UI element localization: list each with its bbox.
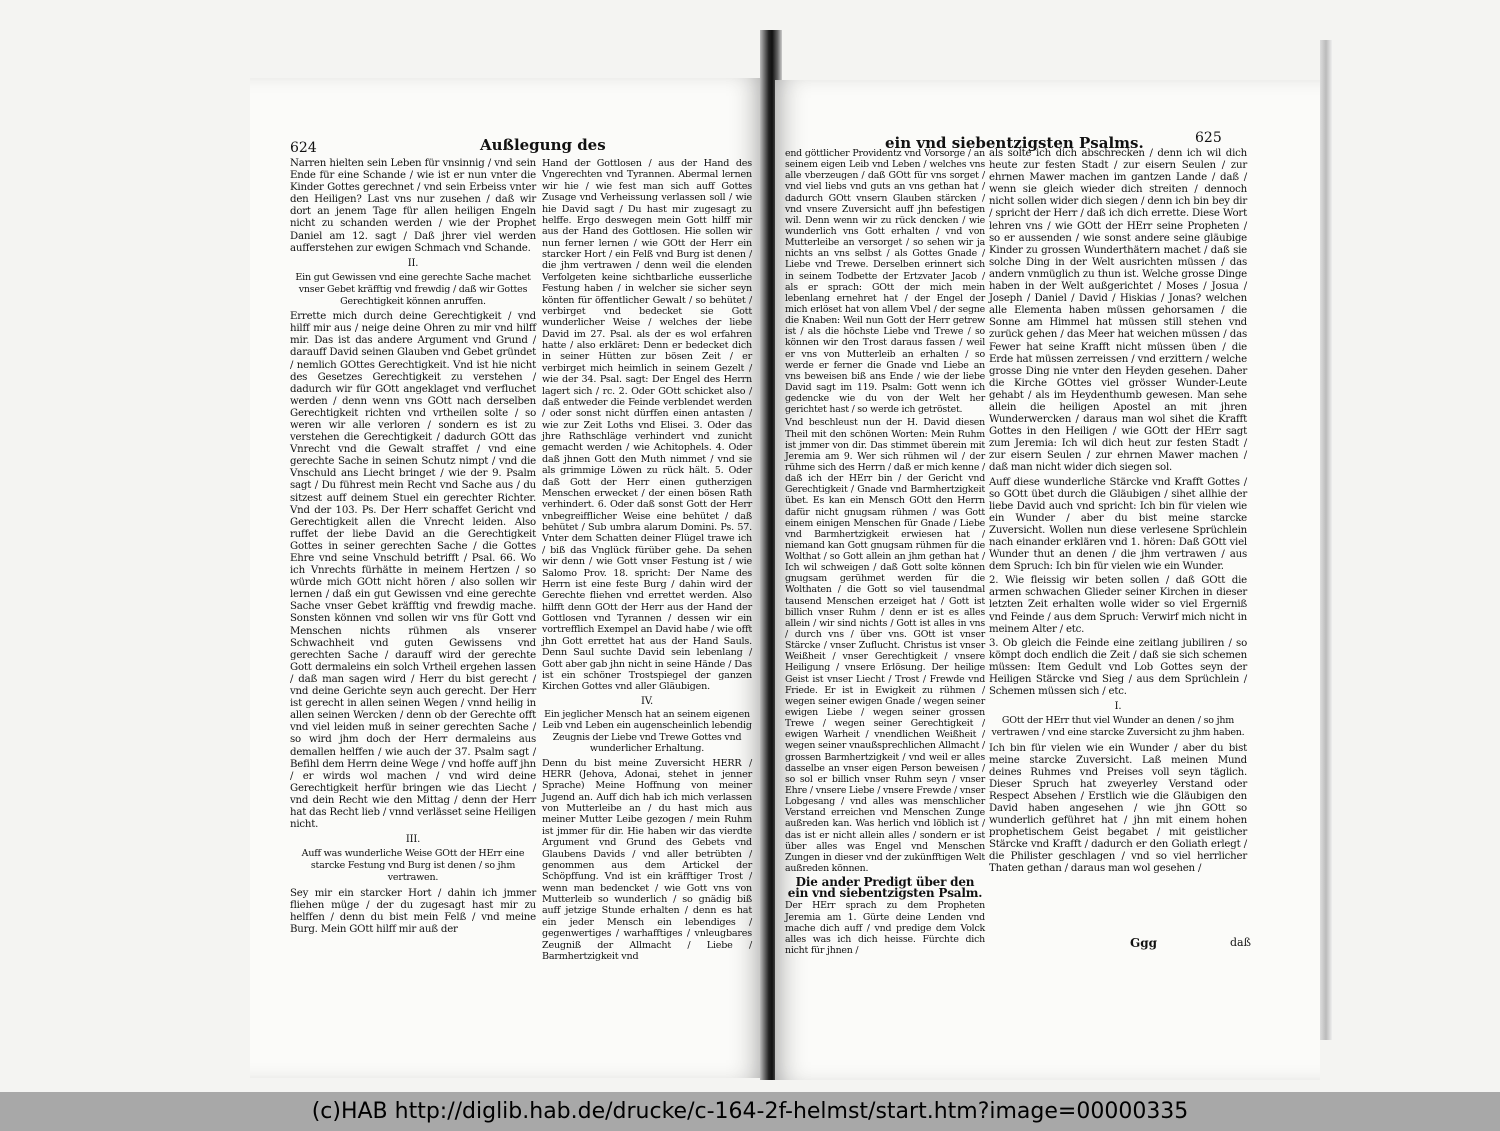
left-column-1 (290, 158, 536, 938)
section-summary: Ein gut Gewissen vnd eine gerechte Sache machet vnser Gebet kräfftig vnd frewdig / daß wir Gottes Gerechtigkeit können anruffen. (295, 271, 531, 308)
section-summary: Ein jeglicher Mensch hat an seinem eigenen Leib vnd Leben ein augenscheinlich lebendig Zeugnis der Liebe vnd Trewe Gottes vnd wunderlicher Erhaltung. (542, 709, 752, 755)
paragraph: Ich bin für vielen wie ein Wunder / aber du bist meine starcke Zuversicht. Laß meinen Mund deines Ruhmes vnd Preises voll seyn täglich. Dieser Spruch hat zweyerley Verstand oder Respect Absehen / Erstlich wie die Gläubigen den David haben angesehen / wie jhn GOtt so wunderlich geführet hat / jhn mit einem hohen prophetischem Geist begabet / mit geistlicher Stärcke vnd Krafft / dadurch er den Goliath erlegt / die Philister geschlagen / vnd so viel herrlicher Thaten gethan / daraus man wol gesehen / (989, 742, 1247, 875)
paragraph: als solte ich dich abschrecken / denn ich wil dich heute zur festen Stadt / zur eisern Seulen / zur ehrnen Mawer machen im gantzen Lande / daß / wenn sie gleich wieder dich streiten / dennoch nicht sollen wider dich siegen / denn ich bin bey dir / spricht der Herr / daß ich dich errette. Diese Wort lehren vns / wie GOtt der HErr seine Propheten / so er aussenden / wie sonst andere seine gläubige Kinder zu grossen Wunderthätern machet / daß sie solche Ding in der Welt ausrichten müssen / das andern vnmüglich zu thun ist. Welche grosse Dinge haben in der Welt außgerichtet / Moses / Josua / Joseph / Daniel / David / Hiskias / Jonas? welchen alle Elementa haben müssen gehorsamen / die Sonne am Himmel hat müssen still stehen vnd zurück gehen / das Meer hat weichen müssen / das Fewer hat seine Krafft nicht müssen üben / die Erde hat müssen zerreissen / vnd erzittern / welche grosse Ding nie vnter den Heyden gesehen. Daher die Kirche GOttes viel grösser Wunder-Leute gehabt / als im Heydenthumb gewesen. Man sehe allein die heiligen Apostel an mit jhren Wunderwercken / daraus man wol sihet die Krafft Gottes in den Heiligen / wie GOtt der HErr sagt zum Jeremia: Ich wil dich heut zur festen Stadt / zur eisern Seulen / zur ehrnen Mawer machen / daß man nicht wider dich siegen sol. (989, 148, 1247, 474)
paragraph: Vnd beschleust nun der H. David diesen Theil mit den schönen Worten: Mein Ruhm ist jmmer von dir. Das stimmet überein mit Jeremia am 9. Wer sich rühmen wil / der rühme sich des Herrn / daß er mich kenne / daß ich der HErr bin / der Gericht vnd Gerechtigkeit / Gnade vnd Barmhertzigkeit übet. Es kan ein Mensch GOtt den Herrn dafür nicht gnugsam rühmen / was Gott einem einigen Menschen für Gnade / Liebe vnd Barmhertzigkeit erwiesen hat / niemand kan Gott gnugsam rühmen für die Wolthat / so Gott allein an jhm gethan hat / Ich wil schweigen / daß Gott solte können gnugsam gerühmet werden für die Wolthaten / die Gott so viel tausendmal tausend Menschen erzeiget hat / Gott ist billich vnser Ruhm / denn er ist es alles allein / wir sind nichts / Gott ist alles in vns / durch vns / über vns. GOtt ist vnser Stärcke / vnser Zuflucht. Christus ist vnser Weißheit / vnser Gerechtigkeit / vnsere Heiligung / vnsere Erlösung. Der heilige Geist ist vnser Liecht / Trost / Frewde vnd Friede. Er ist in Ewigkeit zu rühmen / wegen seiner ewigen Gnade / wegen seiner ewigen Liebe / wegen seiner grossen Trewe / wegen seiner Gerechtigkeit / ewigen Warheit / vnendlichen Weißheit / wegen seiner vnaußsprechlichen Allmacht / grossen Barmhertzigkeit / vnd weil er alles dasselbe an vnser eigen Person beweisen / so sol er billich vnser Ruhm seyn / vnser Ehre / vnsere Liebe / vnsere Frewde / vnser Lobgesang / vnd alles was menschlicher Verstand erreichen vnd Menschen Zunge außreden kan. Was herlich vnd löblich ist / das ist er nicht allein alles / sondern er ist über alles was Engel vnd Menschen Zungen in dieser vnd der zukünfftigen Welt außreden können. (785, 417, 985, 874)
section-summary: Auff was wunderliche Weise GOtt der HErr eine starcke Festung vnd Burg ist denen / so jhm vertrawen. (301, 848, 525, 884)
section-number: I. (1114, 701, 1122, 713)
section-summary: GOtt der HErr thut viel Wunder an denen / so jhm vertrawen / vnd eine starcke Zuversicht zu jhm haben. (991, 715, 1245, 739)
section-number: III. (405, 834, 421, 846)
paragraph: end göttlicher Providentz vnd Vorsorge / an seinem eigen Leib vnd Leben / welches vns alle vberzeugen / daß GOtt für vns sorget / vnd viel liebs vnd guts an vns gethan hat / dadurch GOtt vnsern Glauben stärcken / vnd vnsere Zuversicht auff jhn befestigen wil. Denn wenn wir zu rück dencken / wie wunderlich vns Gott erhalten / vnd von Mutterleibe an versorget / so sehen wir ja nichts an vns selbst / als Gottes Gnade / Liebe vnd Trewe. Derselben erinnert sich in seinem Todbette der Ertzvater Jacob / als er sprach: GOtt der mich mein lebenlang ernehret hat / der Engel der mich erlöset hat von allem Vbel / der segne die Knaben: Weil nun Gott der Herr getrew ist / als die höchste Liebe vnd Trewe / so können wir den Trost daraus fassen / weil er vns von Mutterleib an erhalten / so werde er ferner die Gnade vnd Liebe an vns beweisen biß ans Ende / wie der liebe David sagt im 119. Psalm: Gott wenn ich gedencke wie du von der Welt her gerichtet hast / so werde ich getröstet. (785, 148, 985, 416)
left-column-2 (542, 158, 752, 964)
right-running-head: ein vnd siebentzigsten Psalms. (885, 134, 1144, 152)
section-number: II. (407, 257, 419, 269)
paragraph: Denn du bist meine Zuversicht HERR / HERR (Jehova, Adonai, stehet in jenner Sprache) Meine Hoffnung von meiner Jugend an. Auff dich hab ich mich verlassen von Mutterleibe an / du hast mich aus meiner Mutter Leibe gezogen / mein Ruhm ist jmmer für dir. Hie haben wir das vierdte Argument vnd Grund des Gebets vnd Glaubens Davids / vnd aller betrübten / genommen aus dem Artickel der Schöpffung. Vnd ist ein kräfftiger Trost / wenn man bedencket / wie Gott vns von Mutterleib so wunderlich / so gnädig biß auff jetzige Stunde erhalten / denn es hat ein jeder Mensch ein lebendiges / gegenwertiges / warhafftiges / vnleugbares Zeugniß der Allmacht / Liebe / Barmhertzigkeit vnd (542, 757, 752, 962)
paragraph: Auff diese wunderliche Stärcke vnd Krafft Gottes / so GOtt übet durch die Gläubigen / sihet allhie der liebe David auch vnd spricht: Ich bin für vielen wie ein Wunder / aber du bist meine starcke Zuversicht. Wollen nun diese verlesene Sprüchlein nach einander erklären vnd 1. hören: Daß GOtt viel Wunder thut an denen / die jhm vertrawen / aus dem Spruch: Ich bin für vielen wie ein Wunder. (989, 476, 1247, 573)
right-page (775, 80, 1320, 1080)
copyright-footer: (c)HAB http://diglib.hab.de/drucke/c-164-2f-helmst/start.htm?image=00000335 (0, 1092, 1500, 1131)
right-page-number: 625 (1195, 130, 1222, 146)
left-running-head: Außlegung des (480, 136, 606, 154)
page-edge (1320, 40, 1332, 1040)
paragraph: Errette mich durch deine Gerechtigkeit / vnd hilff mir aus / neige deine Ohren zu mir vnd hilff mir. Das ist das andere Argument vnd Grund / darauff David seinen Glauben vnd Gebet gründet / nemlich GOttes Gerechtigkeit. Vnd ist hie nicht des Gesetzes Gerechtigkeit zu verstehen / dadurch wir für GOtt angeklaget vnd verfluchet werden / denn wenn vns GOtt nach derselben Gerechtigkeit richten vnd vrtheilen solte / so weren wir alle verloren / sondern es ist zu verstehen die Gerechtigkeit / dadurch GOtt das Vnrecht vnd die Gewalt straffet / vnd eine gerechte Sache in seinen Schutz nimpt / vnd die Vnschuld ans Liecht bringet / wie der 9. Psalm sagt / Du führest mein Recht vnd Sache aus / du sitzest auff deinem Stuel ein gerechter Richter. Vnd der 103. Ps. Der Herr schaffet Gericht vnd Gerechtigkeit allen die Vnrecht leiden. Also ruffet der liebe David an die Gerechtigkeit Gottes in seiner gerechten Sache / die Gottes Ehre vnd seine Vnschuld betrifft / Psal. 66. Wo ich Vnrechts fürhätte in meinem Hertzen / so würde mich GOtt nicht hören / also sollen wir lernen / daß ein gut Gewissen vnd eine gerechte Sache vnser Gebet kräfftig vnd frewdig mache. Sonsten können vnd sollen wir vns für Gott vnd Menschen nichts rühmen als vnserer Schwachheit vnd guten Gewissens vnd gerechten Sache / darauff wird der gerechte Gott dermaleins ein solch Vrtheil ergehen lassen / daß man sagen wird / Herr du bist gerecht / vnd deine Gerichte seyn auch gerecht. Der Herr ist gerecht in allen seinen Wegen / vnnd heilig in allen seinen Wercken / denn ob der Gerechte offt vnd viel leiden muß in seiner gerechten Sache / so wird jhm doch der Herr dermaleins aus demallen helffen / wie auch der 37. Psalm sagt / Befihl dem Herrn deine Wege / vnd hoffe auff jhn / er wirds wol machen / vnd wird deine Gerechtigkeit herfür bringen wie das Liecht / vnd dein Recht wie den Mittag / denn der Herr hat das Recht lieb / vnnd verlässet seine Heiligen nicht. (290, 311, 536, 831)
sermon-heading: Die ander Predigt über den ein vnd siebentzigsten Psalm. (787, 875, 983, 901)
left-page (250, 78, 762, 1078)
signature-mark: Ggg (1130, 936, 1158, 950)
paragraph: Der HErr sprach zu dem Propheten Jeremia am 1. Gürte deine Lenden vnd mache dich auff / vnd predige dem Volck alles was ich dich heisse. Fürchte dich nicht für jhnen / (785, 900, 985, 956)
catchword: daß (1230, 936, 1251, 949)
right-column-1 (785, 148, 985, 958)
paragraph: 2. Wie fleissig wir beten sollen / daß GOtt die armen schwachen Glieder seiner Kirchen in dieser letzten Zeit erhalten wolle wider so viel Ergerniß vnd Feinde / aus dem Spruch: Verwirf mich nicht in meinem Alter / etc. (989, 575, 1247, 635)
section-number: IV. (640, 695, 653, 707)
right-column-2 (989, 148, 1247, 878)
paragraph: Narren hielten sein Leben für vnsinnig / vnd sein Ende für eine Schande / wie ist er nun vnter die Kinder Gottes gerechnet / vnd sein Erbeiss vnter den Heiligen? Last vns nur zusehen / daß wir dort an jenem Tage für allen heiligen Engeln nicht zu schanden werden / wie der Prophet Daniel am 12. sagt / Daß jhrer viel werden aufferstehen zur ewigen Schmach vnd Schande. (290, 158, 536, 254)
paragraph: 3. Ob gleich die Feinde eine zeitlang jubiliren / so kömpt doch endlich die Zeit / daß sie sich schemen müssen: Item Gedult vnd Lob Gottes seyn der Heiligen Stärcke vnd Sieg / aus dem Sprüchlein / Schemen müssen sich / etc. (989, 637, 1247, 698)
paragraph: Sey mir ein starcker Hort / dahin ich jmmer fliehen müge / der du zugesagt hast mir zu helffen / denn du bist mein Felß / vnd meine Burg. Mein GOtt hilff mir auß der (290, 887, 536, 935)
left-page-number: 624 (290, 140, 317, 156)
paragraph: Hand der Gottlosen / aus der Hand des Vngerechten vnd Tyrannen. Abermal lernen wir hie / wie fest man sich auff Gottes Zusage vnd Verheissung verlassen soll / wie hie David sagt / Du hast mir zugesagt zu helffe. Ergo deswegen mein Gott hilff mir aus der Hand des Gottlosen. Hie sollen wir nun ferner lernen / wie GOtt der Herr ein starcker Hort / ein Felß vnd Burg ist denen / die jhm vertrawen / denn weil die elenden Verfolgeten keine sichtbarliche eusserliche Festung haben / in welcher sie sicher seyn könten für öffentlicher Gewalt / so behütet / verbirget vnd bedecket sie Gott wunderlicher Weise / welches der liebe David im 27. Psal. als der es wol erfahren hatte / also erkläret: Denn er bedecket dich in seiner Hütten zur bösen Zeit / er verbirget mich heimlich in seinem Gezelt / wie der 34. Psal. sagt: Der Engel des Herrn lagert sich / rc. 2. Oder GOtt schicket also / daß entweder die Feinde verblendet werden / oder sonst nicht dürffen einen antasten / wie zur Zeit Loths vnd Elisei. 3. Oder das jhre Rathschläge verhindert vnd zunicht gemacht werden / wie Achitophels. 4. Oder daß jhnen Gott den Muth nimmet / vnd sie als grimmige Löwen zu rück hält. 5. Oder daß Gott der Herr einen gutherzigen Menschen erwecket / der einen bösen Rath verhindert. 6. Oder daß sonst Gott der Herr vnbegreifflicher Weise eine behütet / daß behütet / Sub umbra alarum Domini. Ps. 57. Vnter dem Schatten deiner Flügel trawe ich / biß das Vnglück fürüber gehe. Da sehen wir denn / wie Gott vnser Festung ist / wie Salomo Prov. 18. spricht: Der Name des Herrn ist eine feste Burg / dahin wird der Gerechte fliehen vnd errettet werden. Also hilfft denn GOtt der Herr aus der Hand der Gottlosen vnd Tyrannen / dessen wir ein vortrefflich Exempel an David habe / wie offt jhn Gott errettet hat aus der Hand Sauls. Denn Saul suchte David sein lebenlang / Gott aber gab jhn nicht in seine Hände / Das ist ein schöner Trostspiegel der ganzen Kirchen Gottes vnd aller Gläubigen. (542, 158, 752, 693)
